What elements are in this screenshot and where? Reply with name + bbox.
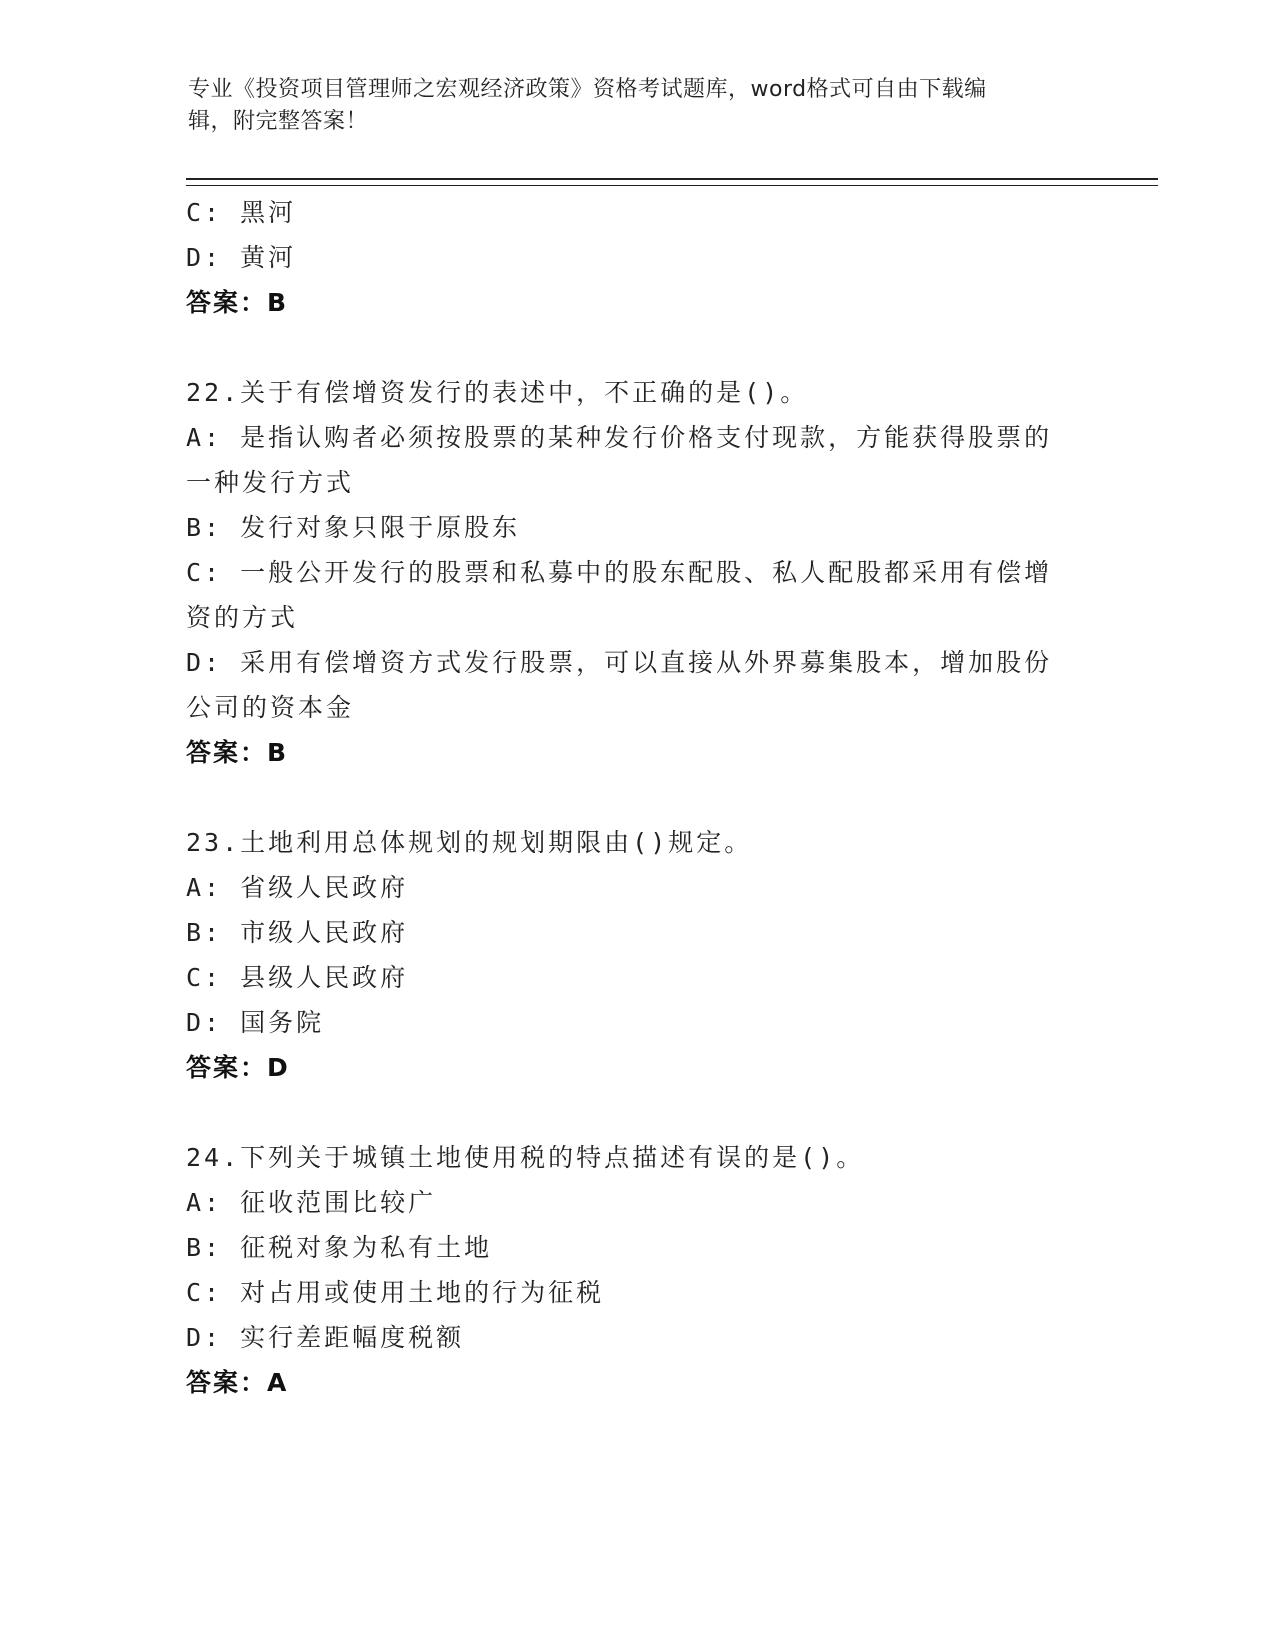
option-a: A: 是指认购者必须按股票的某种发行价格支付现款，方能获得股票的 xyxy=(186,423,1053,452)
answer-line: 答案：B xyxy=(186,288,289,317)
question-block-22 xyxy=(186,370,1086,775)
option-d: D: 黄河 xyxy=(186,243,297,272)
option-c: C: 黑河 xyxy=(186,198,297,227)
option-c: C: 一般公开发行的股票和私募中的股东配股、私人配股都采用有偿增 xyxy=(186,558,1053,587)
header-divider xyxy=(186,178,1158,186)
question-stem: 23.土地利用总体规划的规划期限由()规定。 xyxy=(186,828,753,857)
option-a: A: 省级人民政府 xyxy=(186,873,409,902)
option-b: B: 市级人民政府 xyxy=(186,918,409,947)
option-d: D: 国务院 xyxy=(186,1008,325,1037)
spacer xyxy=(186,325,1086,370)
question-block-23 xyxy=(186,820,1086,1090)
option-d: D: 采用有偿增资方式发行股票，可以直接从外界募集股本，增加股份 xyxy=(186,648,1053,677)
question-list xyxy=(186,190,1086,1405)
question-stem: 24.下列关于城镇土地使用税的特点描述有误的是()。 xyxy=(186,1143,865,1172)
header-intro-line-1: 专业《投资项目管理师之宏观经济政策》资格考试题库，word格式可自由下载编 xyxy=(188,77,987,102)
option-b: B: 发行对象只限于原股东 xyxy=(186,513,521,542)
answer-line: 答案：A xyxy=(186,1368,289,1397)
option-c: C: 对占用或使用土地的行为征税 xyxy=(186,1278,605,1307)
question-stem: 22.关于有偿增资发行的表述中，不正确的是()。 xyxy=(186,378,809,407)
answer-line: 答案：D xyxy=(186,1053,290,1082)
spacer xyxy=(186,775,1086,820)
header-intro-line-2: 辑，附完整答案！ xyxy=(188,109,369,134)
option-d-continued: 公司的资本金 xyxy=(186,693,355,722)
question-block-24 xyxy=(186,1135,1086,1405)
option-b: B: 征税对象为私有土地 xyxy=(186,1233,493,1262)
question-block-21 xyxy=(186,190,1086,325)
option-d: D: 实行差距幅度税额 xyxy=(186,1323,465,1352)
option-a: A: 征收范围比较广 xyxy=(186,1188,437,1217)
document-header xyxy=(188,74,1088,138)
spacer xyxy=(186,1090,1086,1135)
option-c: C: 县级人民政府 xyxy=(186,963,409,992)
option-a-continued: 一种发行方式 xyxy=(186,468,355,497)
answer-line: 答案：B xyxy=(186,738,289,767)
option-c-continued: 资的方式 xyxy=(186,603,299,632)
